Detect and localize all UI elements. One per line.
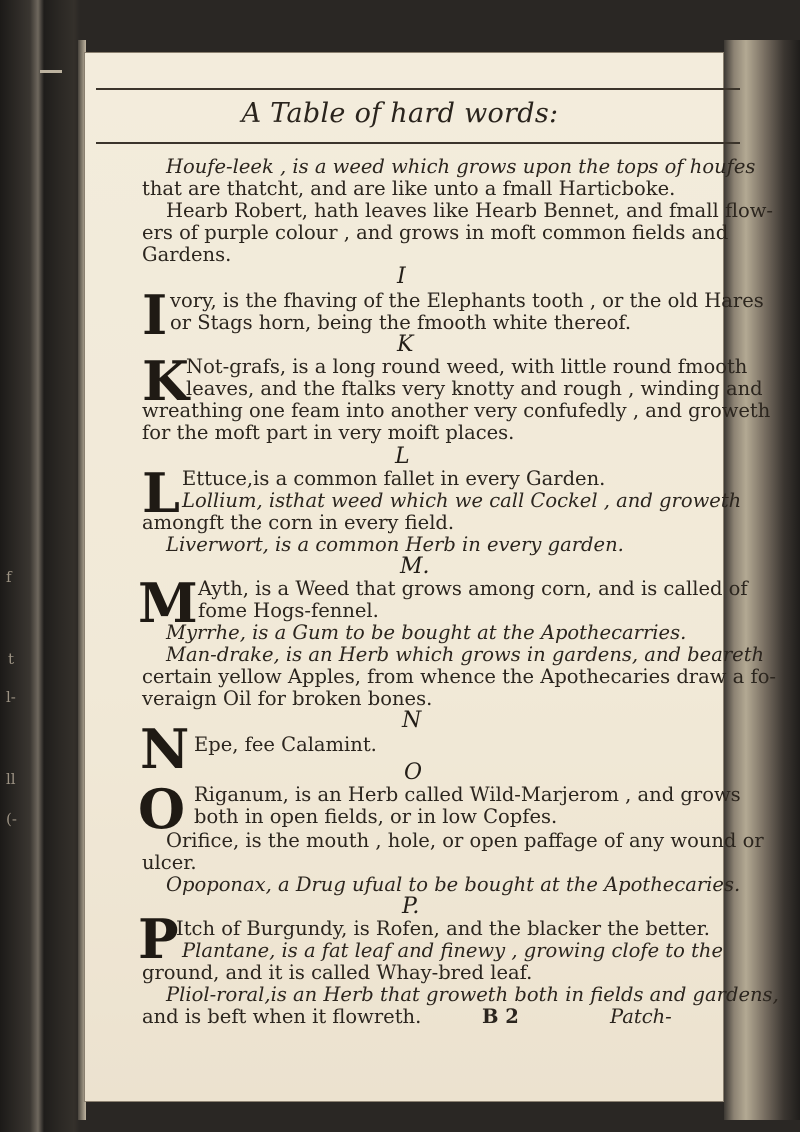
text-line: and is beft when it flowreth.	[142, 1005, 422, 1028]
text-line: both in open fields, or in low Copfes.	[194, 805, 558, 828]
text-line: vory, is the fhaving of the Elephants tooth , or the old Hares	[170, 289, 764, 312]
text-line: Myrrhe, is a Gum to be bought at the Apothecarries.	[166, 621, 687, 644]
text-line: amongft the corn in every field.	[142, 511, 455, 534]
text-line: Ayth, is a Weed that grows among corn, and is called of	[198, 577, 748, 600]
text-line: Plantane, is a fat leaf and finewy , growing clofe to the	[182, 939, 724, 962]
section-letter: O	[404, 760, 423, 785]
text-line: Ettuce,is a common fallet in every Garden.	[182, 467, 606, 490]
text-line: for the moft part in very moift places.	[142, 421, 515, 444]
text-line: Man-drake, is an Herb which grows in gardens, and beareth	[166, 643, 765, 666]
section-letter: P.	[402, 894, 420, 919]
running-head: A Table of hard words:	[241, 98, 559, 129]
text-line: Orifice, is the mouth , hole, or open paffage of any wound or	[166, 829, 764, 852]
drop-capital: I	[142, 283, 168, 347]
text-line: Itch of Burgundy, is Rofen, and the blacker the better.	[176, 917, 710, 940]
text-line: or Stags horn, being the fmooth white thereof.	[170, 311, 632, 334]
section-letter: N	[402, 708, 422, 733]
text-line: Liverwort, is a common Herb in every garden.	[166, 533, 624, 556]
drop-capital: L	[142, 461, 180, 525]
text-line: Opoponax, a Drug ufual to be bought at the Apothecaries.	[166, 873, 741, 896]
gutter-mark: l-	[6, 688, 16, 706]
drop-capital: M	[138, 571, 198, 635]
text-line: Houfe-leek , is a weed which grows upon the tops of houfes	[166, 155, 756, 178]
text-line: veraign Oil for broken bones.	[142, 687, 433, 710]
signature-mark: B 2	[482, 1005, 519, 1028]
text-line: Pliol-roral,is an Herb that groweth both in fields and gardens,	[166, 983, 779, 1006]
text-line: Lollium, isthat weed which we call Cockel , and groweth	[182, 489, 742, 512]
header-rule-bottom	[96, 142, 740, 144]
text-line: wreathing one feam into another very confufedly , and groweth	[142, 399, 771, 422]
section-letter: K	[397, 332, 414, 357]
text-line: Epe, fee Calamint.	[194, 733, 377, 756]
drop-capital: O	[138, 777, 186, 841]
catchword: Patch-	[610, 1005, 672, 1028]
text-line: ers of purple colour , and grows in moft common fields and	[142, 221, 729, 244]
text-line: ground, and it is called Whay-bred leaf.	[142, 961, 533, 984]
text-line: Not-grafs, is a long round weed, with little round fmooth	[186, 355, 748, 378]
section-letter: M.	[400, 554, 430, 579]
left-gutter	[0, 0, 78, 1132]
text-line: that are thatcht, and are like unto a fmall Harticboke.	[142, 177, 676, 200]
text-line: fome Hogs-fennel.	[198, 599, 379, 622]
text-line: Gardens.	[142, 243, 232, 266]
text-line: certain yellow Apples, from whence the Apothecaries draw a fo-	[142, 665, 777, 688]
text-line: ulcer.	[142, 851, 197, 874]
gutter-mark: ll	[6, 770, 16, 788]
text-line: leaves, and the ftalks very knotty and rough , winding and	[186, 377, 763, 400]
gutter-mark: (-	[6, 810, 17, 828]
drop-capital: N	[140, 717, 190, 781]
section-letter: L	[395, 444, 410, 469]
pencil-mark	[40, 70, 62, 73]
drop-capital: K	[142, 349, 189, 413]
text-line: Hearb Robert, hath leaves like Hearb Bennet, and fmall flow-	[166, 199, 773, 222]
gutter-mark: f	[6, 568, 12, 586]
drop-capital: P	[138, 907, 179, 971]
gutter-mark: t	[8, 650, 15, 668]
header-rule-top	[96, 88, 740, 90]
text-line: Riganum, is an Herb called Wild-Marjerom , and grows	[194, 783, 741, 806]
section-letter: I	[397, 264, 406, 289]
